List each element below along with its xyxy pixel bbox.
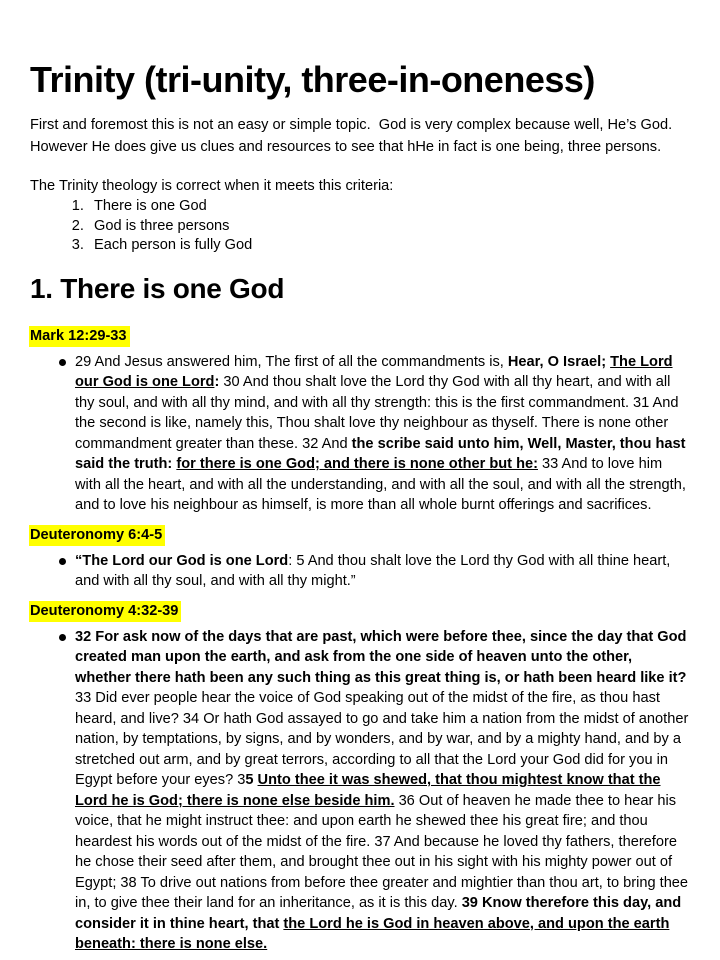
criteria-item-1: 1. There is one God xyxy=(88,197,692,217)
page-title: Trinity (tri-unity, three-in-oneness) xyxy=(30,59,595,100)
criteria-item-2: 2. God is three persons xyxy=(88,217,692,237)
passage-reference-row xyxy=(30,525,692,546)
intro-paragraph: First and foremost this is not an easy or simple topic. God is very complex because well, He’s God. However He does give us clues and resources to see that hHe in fact is one being, three persons. xyxy=(30,117,677,155)
passage-reference-highlight: Deuteronomy 4:32-39 xyxy=(29,601,181,622)
criteria-item-3: 3. Each person is fully God xyxy=(88,236,692,256)
criteria-intro-line: The Trinity theology is correct when it meets this criteria: xyxy=(30,178,394,194)
passage-text: 29 And Jesus answered him, The first of all the commandments is, Hear, O Israel; The Lord our God is one Lord: 30 And thou shalt love the Lord thy God with all thy heart, and with all thy soul, and with all thy mind, and with all thy strength: this is the first commandment. 31 And the second is like, namely this, Thou shalt love thy neighbour as thyself. There is none other commandment greater than these. 32 And the scribe said unto him, Well, Master, thou hast said the truth: for there is one God; and there is none other but he: 33 And to love him with all the heart, and with all the understanding, and with all the soul, and with all the strength, and to love his neighbour as himself, is more than all whole burnt offerings and sacrifices. xyxy=(30,352,692,516)
passage-reference-highlight: Mark 12:29-33 xyxy=(29,326,130,347)
bullet-icon xyxy=(59,359,66,366)
passage-mark-12-29-33 xyxy=(30,326,692,516)
criteria-list xyxy=(30,197,692,256)
passage-text: 32 For ask now of the days that are past, which were before thee, since the day that God created man upon the earth, and ask from the one side of heaven unto the other, whether there hath been any such thing as this great thing is, or hath been heard like it? 33 Did ever people hear the voice of God speaking out of the midst of the fire, as thou hast heard, and live? 34 Or hath God assayed to go and take him a nation from the midst of another nation, by temptations, by signs, and by wonders, and by war, and by a mighty hand, and by a stretched out arm, and by great terrors, according to all that the Lord your God did for you in Egypt before your eyes? 35 Unto thee it was shewed, that thou mightest know that the Lord he is God; there is none else beside him. 36 Out of heaven he made thee to hear his voice, that he might instruct thee: and upon earth he shewed thee his great fire; and thou heardest his words out of the midst of the fire. 37 And because he loved thy fathers, therefore he chose their seed after them, and brought thee out in his sight with his mighty power out of Egypt; 38 To drive out nations from before thee greater and mightier than thou art, to bring thee in, to give thee their land for an inheritance, as it is this day. 39 Know therefore this day, and consider it in thine heart, that the Lord he is God in heaven above, and upon the earth beneath: there is none else. xyxy=(30,627,692,955)
section-heading: 1. There is one God xyxy=(30,272,285,304)
passage-reference-row xyxy=(30,601,692,622)
bullet-icon xyxy=(59,634,66,641)
bullet-icon xyxy=(59,558,66,565)
passage-deuteronomy-4-32-39 xyxy=(30,601,692,955)
passage-text: “The Lord our God is one Lord: 5 And thou shalt love the Lord thy God with all thine heart, and with all thy soul, and with all thy might.” xyxy=(30,551,692,592)
passage-reference-highlight: Deuteronomy 6:4-5 xyxy=(29,525,165,546)
passage-reference-row xyxy=(30,326,692,347)
passage-deuteronomy-6-4-5 xyxy=(30,525,692,592)
